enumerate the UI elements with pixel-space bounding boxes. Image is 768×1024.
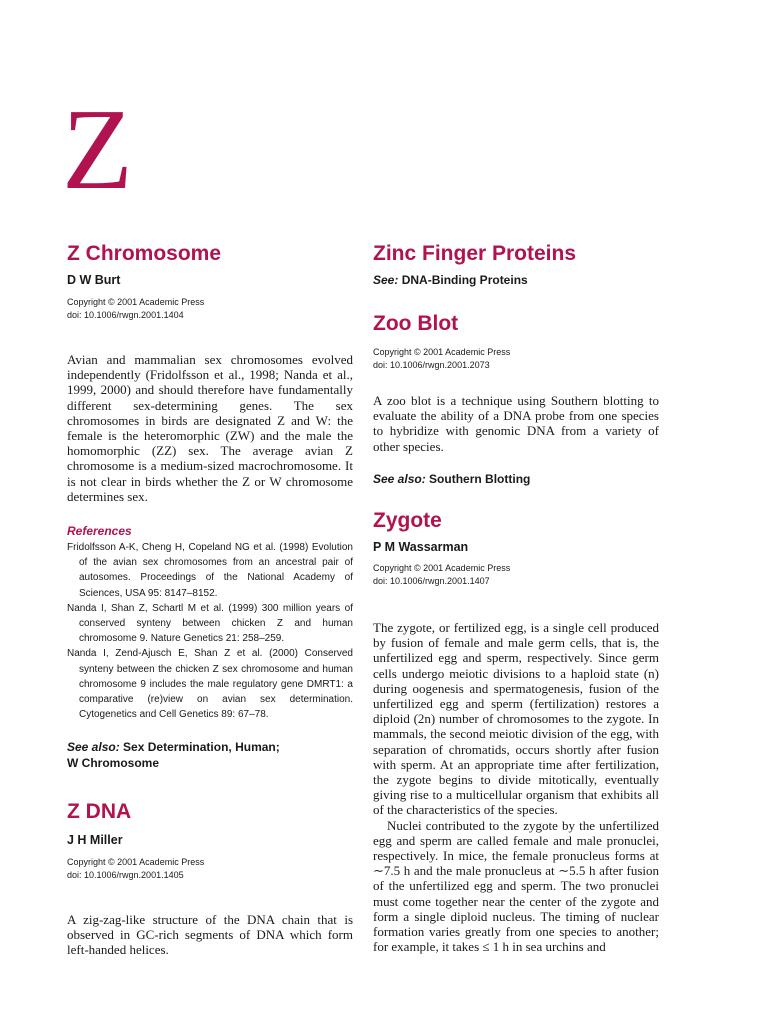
paragraph: The zygote, or fertilized egg, is a single cell produced by fusion of female and male germ cells, that is, the unfertilized egg and sperm, respectively. Since germ cells undergo meiotic divisions to a haploid state (n) during oogenesis and spermatogenesis, fusion of the unfertilized egg and sperm (fertilization) restores a diploid (2n) number of chromosomes to the zygote. In mammals, the second meiotic division of the egg, with separation of chromatids, occurs shortly after fusion with sperm. At an appropriate time after fertilization, the zygote begins to divide mitotically, eventually giving rise to a multicellular organism that exhibits all of the characteristics of the species. <box>373 620 659 818</box>
entry-title-z-chromosome: Z Chromosome <box>67 242 222 265</box>
entry-author: J H Miller <box>67 833 123 847</box>
see-also <box>373 471 663 487</box>
references-list <box>67 540 353 722</box>
reference-item: Nanda I, Zend-Ajusch E, Shan Z et al. (2000) Conserved synteny between the chicken Z sex chromosome and human chromosome 9 includes the male regulatory gene DMRT1: a comparative (re)view on avian sex determination. Cytogenetics and Cell Genetics 89: 67–78. <box>67 648 353 721</box>
doi: doi: 10.1006/rwgn.2001.1405 <box>67 870 184 880</box>
see-also-link[interactable]: W Chromosome <box>67 756 160 770</box>
see-also-label: See also: <box>67 740 120 754</box>
entry-author: D W Burt <box>67 273 121 287</box>
see-reference <box>373 272 663 288</box>
copyright: Copyright © 2001 Academic Press <box>67 857 205 867</box>
see-also <box>67 739 357 771</box>
entry-author: P M Wassarman <box>373 540 469 554</box>
copyright: Copyright © 2001 Academic Press <box>373 563 511 573</box>
entry-body <box>67 352 353 504</box>
entry-body <box>373 393 659 454</box>
entry-title-z-dna: Z DNA <box>67 800 132 823</box>
see-label: See: <box>373 273 399 287</box>
entry-title-zoo-blot: Zoo Blot <box>373 312 459 335</box>
paragraph: A zoo blot is a technique using Southern blotting to evaluate the ability of a DNA probe from one species to hybridize with genomic DNA from a variety of other species. <box>373 393 659 454</box>
see-also-link[interactable]: Sex Determination, Human; <box>123 740 280 754</box>
references-heading: References <box>67 524 132 538</box>
paragraph: Avian and mammalian sex chromosomes evolved independently (Fridolfsson et al., 1998; Nanda et al., 1999, 2000) and should therefore have fundamentally different sex-determining genes. The sex chromosomes in birds are designated Z and W: the female is the heteromorphic (ZW) and the male the homomorphic (ZZ) sex. The average avian Z chromosome is a medium-sized macrochromosome. It is not clear in birds whether the Z or W chromosome determines sex. <box>67 352 353 504</box>
doi: doi: 10.1006/rwgn.2001.1407 <box>373 576 490 586</box>
copyright: Copyright © 2001 Academic Press <box>67 297 205 307</box>
copyright: Copyright © 2001 Academic Press <box>373 347 511 357</box>
paragraph: Nuclei contributed to the zygote by the unfertilized egg and sperm are called female and male pronuclei, respectively. In mice, the female pronucleus forms at ∼7.5 h and the male pronucleus at ∼5.5 h after fusion of the unfertilized egg and sperm. The two pronuclei must come together near the center of the zygote and form a single diploid nucleus. The timing of nuclear formation varies greatly from one species to another; for example, it takes ≤ 1 h in sea urchins and <box>373 817 659 955</box>
reference-item: Fridolfsson A-K, Cheng H, Copeland NG et al. (1998) Evolution of the avian sex chromosomes from an ancestral pair of autosomes. Proceedings of the National Academy of Sciences, USA 95: 8147–8152. <box>67 542 353 599</box>
entry-body <box>67 912 353 958</box>
paragraph: A zig-zag-like structure of the DNA chain that is observed in GC-rich segments of DNA which form left-handed helices. <box>67 912 353 958</box>
section-letter: Z <box>62 86 133 214</box>
entry-title-zygote: Zygote <box>373 509 442 532</box>
reference-item: Nanda I, Shan Z, Schartl M et al. (1999) 300 million years of conserved synteny between chicken Z and human chromosome 9. Nature Genetics 21: 258–259. <box>67 602 353 645</box>
see-link[interactable]: DNA-Binding Proteins <box>401 273 528 287</box>
doi: doi: 10.1006/rwgn.2001.1404 <box>67 310 184 320</box>
see-also-label: See also: <box>373 472 426 486</box>
see-also-link[interactable]: Southern Blotting <box>429 472 531 486</box>
entry-title-zinc-finger: Zinc Finger Proteins <box>373 242 577 265</box>
entry-body <box>373 620 659 954</box>
doi: doi: 10.1006/rwgn.2001.2073 <box>373 360 490 370</box>
